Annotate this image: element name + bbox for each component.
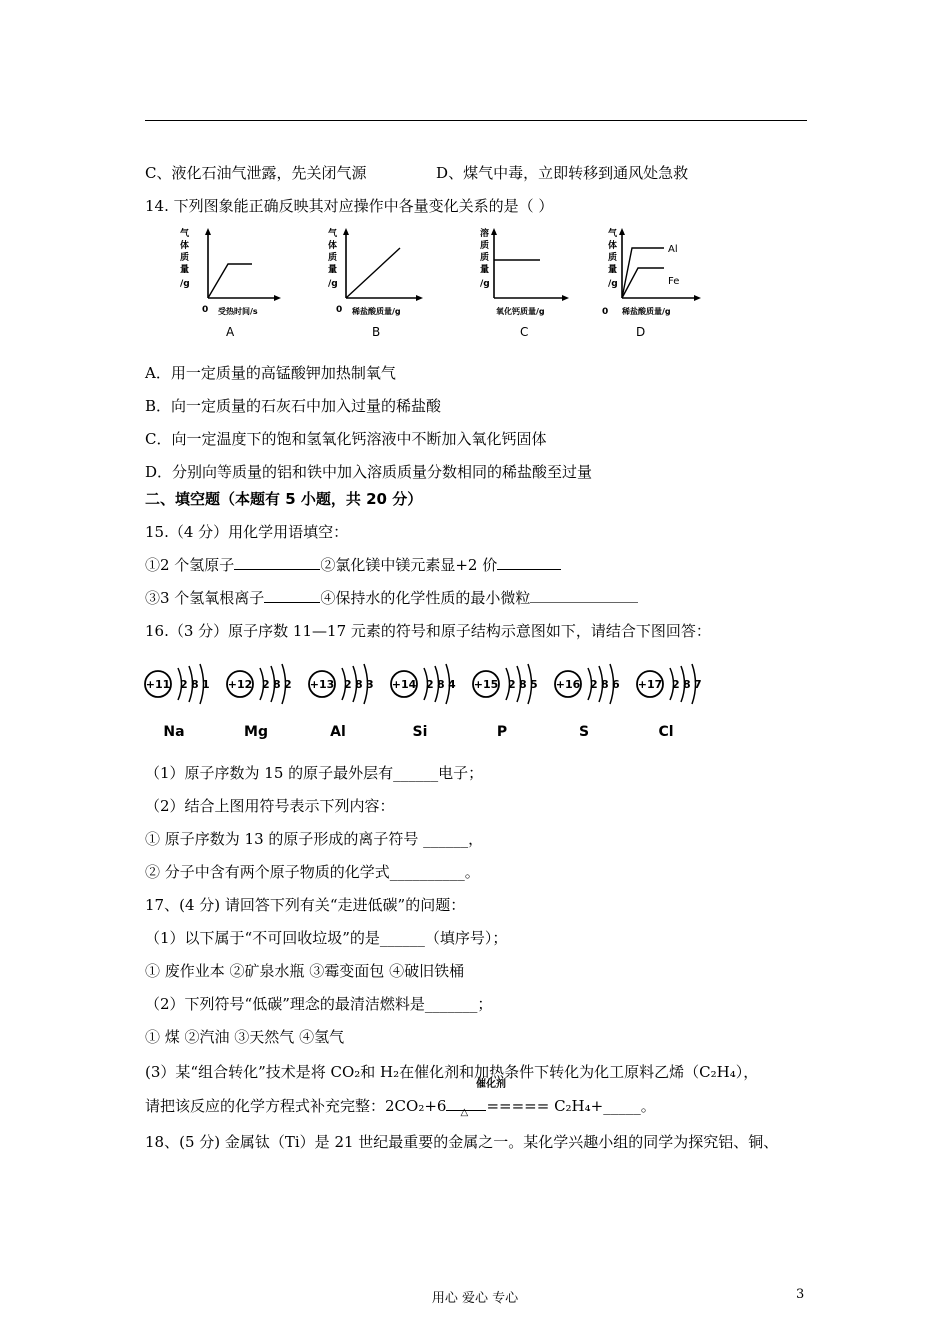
q16-s4: ② 分子中含有两个原子物质的化学式__________。 [145,863,480,881]
nucleus-charge: +14 [391,678,417,691]
graph-c-label: C [520,325,529,339]
shell-electron-count: 2 [590,678,598,691]
graph-d-series-fe: Fe [668,276,680,287]
graph-c-xlabel: 氧化钙质量/g [496,307,545,316]
svg-text:/g: /g [480,279,490,289]
catalyst-label: 催化剂 [476,1079,506,1090]
heat-triangle-icon: △ [460,1107,469,1118]
q16-s1: （1）原子序数为 15 的原子最外层有______电子； [145,764,484,782]
svg-text:质: 质 [180,253,190,263]
graph-b-xlabel: 稀盐酸质量/g [352,307,401,316]
q16-s2: （2）结合上图用符号表示下列内容： [145,797,395,815]
svg-text:气: 气 [608,229,618,239]
answer-blank[interactable] [264,588,320,603]
shell-electron-count: 8 [601,678,609,691]
svg-text:/g: /g [608,279,618,289]
nucleus-charge: +15 [473,678,499,691]
atom-diagram-al [309,664,374,740]
svg-text:0: 0 [336,305,343,315]
shell-electron-count: 8 [191,678,199,691]
graph-d-al-curve [622,248,664,298]
atom-structure-diagrams [140,648,740,743]
q14-option-b: B．向一定质量的石灰石中加入过量的稀盐酸 [145,397,442,415]
header-rule [145,120,807,121]
svg-text:/g: /g [180,279,190,289]
element-symbol: Si [412,724,428,740]
shell-electron-count: 8 [519,678,527,691]
nucleus-charge: +12 [227,678,253,691]
page-number: 3 [796,1287,805,1302]
q15-row2: ③3 个氢氧根离子 ④保持水的化学性质的最小微粒 [145,588,638,608]
shell-electron-count: 2 [262,678,270,691]
graph-a [180,227,281,339]
element-symbol: Mg [244,724,268,740]
nucleus-charge: +11 [145,678,171,691]
q15-stem: 15.（4 分）用化学用语填空： [145,523,349,541]
shell-electron-count: 2 [672,678,680,691]
graph-d-series-al: Al [668,244,678,255]
graph-a-xlabel: 受热时间/s [218,307,258,316]
q17-s1: （1）以下属于“不可回收垃圾”的是______（填序号）； [145,929,508,947]
q13-options [145,163,688,183]
atom-diagram-mg [227,664,292,740]
svg-text:体: 体 [180,241,190,251]
svg-text:量: 量 [608,265,618,275]
q13-option-d: D、煤气中毒，立即转移到通风处急救 [436,164,689,182]
q17-equation: 请把该反应的化学方程式补充完整：2CO₂+6 △ ===== C₂H₄+_____。 [145,1097,656,1118]
answer-blank[interactable] [497,555,561,570]
q17-s2-options: ① 煤 ②汽油 ③天然气 ④氢气 [145,1028,345,1046]
graph-d-xlabel: 稀盐酸质量/g [622,307,671,316]
graph-b-curve [346,248,400,298]
atom-diagram-s [555,664,620,740]
shell-electron-count: 1 [202,678,210,691]
shell-electron-count: 2 [284,678,292,691]
svg-text:0: 0 [602,307,609,317]
q13-option-c: C、液化石油气泄露，先关闭气源 [145,164,367,182]
shell-electron-count: 2 [508,678,516,691]
shell-electron-count: 4 [448,678,456,691]
shell-electron-count: 7 [694,678,702,691]
nucleus-charge: +16 [555,678,581,691]
element-symbol: P [496,724,508,740]
q15-row1: ①2 个氢原子 ②氯化镁中镁元素显+2 价 [145,555,561,575]
atom-diagram-p [473,664,538,740]
svg-text:0: 0 [202,305,209,315]
graph-a-label: A [226,325,235,339]
q14-option-a: A．用一定质量的高锰酸钾加热制氧气 [145,364,396,382]
shell-electron-count: 8 [683,678,691,691]
q18-stem: 18、(5 分) 金属钛（Ti）是 21 世纪最重要的金属之一。某化学兴趣小组的同学为探究铝、铜、 [145,1133,779,1151]
graph-d [602,227,701,339]
q17-stem: 17、(4 分) 请回答下列有关“走进低碳”的问题： [145,896,466,914]
q14-option-d: D．分别向等质量的铝和铁中加入溶质质量分数相同的稀盐酸至过量 [145,463,593,481]
equation-blank[interactable] [446,1096,486,1118]
q14-stem: 14. 下列图象能正确反映其对应操作中各量变化关系的是（ ） [145,197,554,215]
page-footer: 用心 爱心 专心 [431,1291,519,1306]
atom-diagram-cl [637,664,702,740]
q17-s3: (3）某“组合转化”技术是将 CO₂和 H₂在催化剂和加热条件下转化为化工原料乙烯（C₂H₄）， [145,1063,759,1081]
svg-text:溶: 溶 [480,229,490,239]
shell-electron-count: 3 [366,678,374,691]
svg-text:质: 质 [480,253,490,263]
nucleus-charge: +13 [309,678,335,691]
q17-s1-options: ① 废作业本 ②矿泉水瓶 ③霉变面包 ④破旧铁桶 [145,962,465,980]
graph-d-fe-curve [622,268,664,298]
nucleus-charge: +17 [637,678,663,691]
graph-d-label: D [636,325,646,339]
svg-text:体: 体 [608,241,618,251]
graph-b-label: B [372,325,381,339]
svg-text:质: 质 [328,253,338,263]
shell-electron-count: 6 [612,678,620,691]
shell-electron-count: 2 [344,678,352,691]
shell-electron-count: 5 [530,678,538,691]
shell-electron-count: 2 [180,678,188,691]
svg-text:量: 量 [480,265,490,275]
svg-text:量: 量 [328,265,338,275]
graph-b [328,227,423,339]
atom-diagram-na [145,664,210,740]
q14-graphs [180,226,720,341]
shell-electron-count: 8 [437,678,445,691]
svg-text:体: 体 [328,241,338,251]
svg-text:气: 气 [328,229,338,239]
graph-c [480,227,569,339]
graph-a-ylabel: 气 [180,229,190,239]
shell-electron-count: 2 [426,678,434,691]
svg-text:/g: /g [328,279,338,289]
q14-option-c: C．向一定温度下的饱和氢氧化钙溶液中不断加入氧化钙固体 [145,430,547,448]
graph-a-curve [208,264,252,298]
svg-text:质: 质 [480,241,490,251]
element-symbol: Al [330,724,346,740]
shell-electron-count: 8 [355,678,363,691]
answer-blank[interactable] [234,555,320,570]
element-symbol: Na [163,724,185,740]
q17-s2: （2）下列符号“低碳”理念的最清洁燃料是_______； [145,995,493,1013]
element-symbol: Cl [658,724,674,740]
svg-text:质: 质 [608,253,618,263]
shell-electron-count: 8 [273,678,281,691]
answer-blank[interactable] [530,588,638,603]
section-title: 二、填空题（本题有 5 小题，共 20 分） [145,490,423,508]
svg-text:量: 量 [180,265,190,275]
q16-stem: 16.（3 分）原子序数 11—17 元素的符号和原子结构示意图如下，请结合下图回答： [145,622,711,640]
atom-diagram-si [391,664,456,740]
element-symbol: S [578,724,590,740]
q16-s3: ① 原子序数为 13 的原子形成的离子符号 ______， [145,830,484,848]
